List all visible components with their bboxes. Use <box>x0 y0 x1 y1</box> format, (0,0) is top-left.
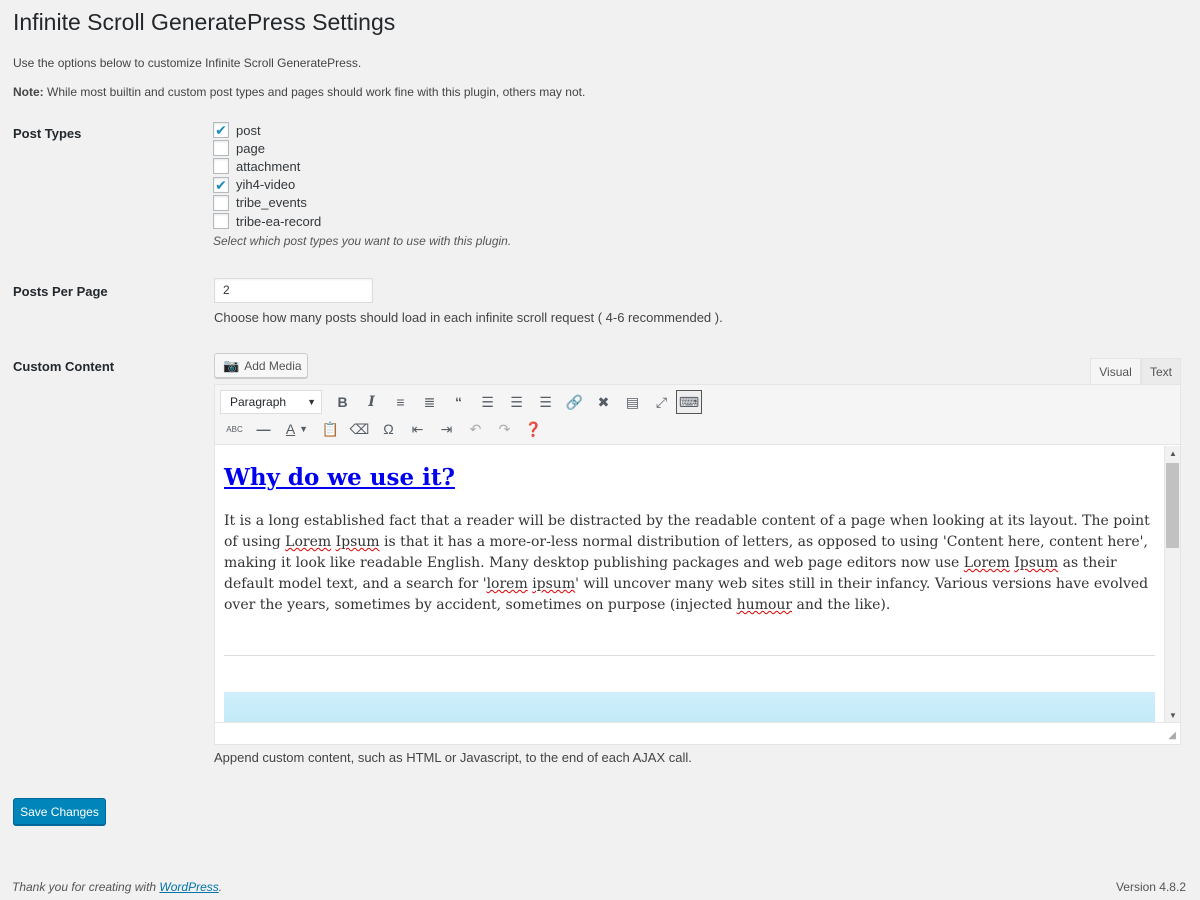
custom-content-description: Append custom content, such as HTML or Javascript, to the end of each AJAX call. <box>214 750 692 765</box>
fullscreen-icon[interactable]: ⤢ <box>655 393 668 410</box>
align-right-icon[interactable]: ☰ <box>539 393 552 410</box>
post-type-label: yih4-video <box>236 177 296 193</box>
format-select-value: Paragraph <box>230 395 287 409</box>
post-type-option[interactable] <box>213 194 321 212</box>
post-type-option[interactable] <box>213 121 321 139</box>
help-icon[interactable]: ❓ <box>524 420 543 437</box>
editor-toolbar <box>215 385 1180 445</box>
post-type-option[interactable] <box>213 212 321 230</box>
media-icon: 📷 <box>223 357 240 373</box>
scroll-up-icon[interactable]: ▲ <box>1169 448 1177 458</box>
intro-text: Use the options below to customize Infinite Scroll GeneratePress. <box>13 56 362 70</box>
post-type-option[interactable] <box>213 176 321 194</box>
content-heading[interactable]: Why do we use it? <box>224 464 455 491</box>
post-type-label: attachment <box>236 158 301 174</box>
post-type-checkbox[interactable] <box>213 213 229 229</box>
unlink-icon[interactable]: ✖ <box>597 393 610 410</box>
resize-handle-icon[interactable]: ◢ <box>1168 730 1176 741</box>
redo-icon[interactable]: ↷ <box>498 420 511 437</box>
note-text <box>13 85 585 99</box>
post-types-description: Select which post types you want to use with this plugin. <box>213 234 512 248</box>
indent-icon[interactable]: ⇥ <box>440 420 453 437</box>
toolbar-row-1 <box>220 389 702 415</box>
post-type-checkbox[interactable] <box>213 158 229 174</box>
tab-text[interactable]: Text <box>1141 358 1181 385</box>
align-center-icon[interactable]: ☰ <box>510 393 523 410</box>
misspelled-word: Lorem <box>285 534 332 550</box>
footer-version: Version 4.8.2 <box>1115 880 1186 894</box>
read-more-icon[interactable]: ▤ <box>625 393 640 410</box>
text-color-icon[interactable]: A ▼ <box>285 421 309 437</box>
undo-icon[interactable]: ↶ <box>469 420 482 437</box>
bullet-list-icon[interactable]: ≡ <box>396 394 405 410</box>
scroll-down-icon[interactable]: ▼ <box>1169 710 1177 720</box>
content-editor <box>214 384 1181 745</box>
misspelled-word: lorem <box>486 576 528 592</box>
posts-per-page-label: Posts Per Page <box>13 284 108 299</box>
save-changes-button[interactable]: Save Changes <box>13 798 106 825</box>
post-type-checkbox[interactable]: ✔ <box>213 122 229 138</box>
post-type-option[interactable] <box>213 157 321 175</box>
scrollbar-thumb[interactable] <box>1166 463 1179 548</box>
footer-thanks-suffix: . <box>218 880 223 894</box>
tab-visual[interactable]: Visual <box>1090 358 1141 385</box>
blockquote-icon[interactable]: “ <box>455 394 462 410</box>
post-types-list <box>213 121 321 230</box>
post-type-label: post <box>236 122 261 138</box>
italic-icon[interactable]: I <box>368 394 375 410</box>
editor-scrollbar[interactable] <box>1164 446 1180 722</box>
add-media-label: Add Media <box>244 358 302 373</box>
page-title: Infinite Scroll GeneratePress Settings <box>13 9 396 35</box>
outdent-icon[interactable]: ⇤ <box>411 420 424 437</box>
add-media-button[interactable] <box>214 353 308 378</box>
note-label: Note: <box>13 85 44 99</box>
post-type-option[interactable] <box>213 139 321 157</box>
horizontal-line-icon[interactable]: — <box>256 421 271 437</box>
align-left-icon[interactable]: ☰ <box>481 393 494 410</box>
special-character-icon[interactable]: Ω <box>383 421 394 437</box>
misspelled-word: humour <box>736 597 793 613</box>
post-type-checkbox[interactable] <box>213 195 229 211</box>
post-type-checkbox[interactable] <box>213 140 229 156</box>
paste-text-icon[interactable]: 📋 <box>321 420 340 437</box>
toolbar-toggle-icon[interactable]: ⌨ <box>676 390 702 414</box>
posts-per-page-description: Choose how many posts should load in each infinite scroll request ( 4-6 recommended ). <box>214 310 723 325</box>
numbered-list-icon[interactable]: ≣ <box>423 393 436 410</box>
misspelled-word: ipsum <box>532 576 576 592</box>
content-image[interactable] <box>224 692 1155 722</box>
content-text: is that it has a more-or-less normal distribution of letters, as opposed to using 'Content here, content here', making it look like readable English. Many desktop publishing packages and web page editors now use <box>224 534 1148 571</box>
post-type-label: page <box>236 140 265 156</box>
content-paragraph <box>224 511 1155 616</box>
footer-thanks <box>12 880 222 894</box>
bold-icon[interactable]: B <box>337 394 348 410</box>
content-text: as their default model text, and a search for ' <box>224 555 1117 592</box>
link-icon[interactable]: 🔗 <box>565 393 584 410</box>
format-select[interactable] <box>220 390 322 414</box>
content-divider <box>224 655 1155 656</box>
editor-statusbar <box>215 722 1180 744</box>
wordpress-link[interactable]: WordPress <box>159 880 219 894</box>
post-type-label: tribe-ea-record <box>236 213 322 229</box>
content-text: ' will uncover many web sites still in their infancy. Various versions have evolved over the years, sometimes by accident, sometimes on purpose (injected <box>224 576 1149 613</box>
content-text: and the like). <box>792 597 891 613</box>
footer-thanks-prefix: Thank you for creating with <box>12 880 160 894</box>
post-types-label: Post Types <box>13 126 82 141</box>
content-text: It is a long established fact that a reader will be distracted by the readable content of a page when looking at its layout. The point of using <box>224 513 1150 550</box>
chevron-down-icon: ▼ <box>307 397 316 407</box>
misspelled-word: Ipsum <box>335 534 380 550</box>
post-type-label: tribe_events <box>236 195 307 211</box>
note-body: While most builtin and custom post types and pages should work fine with this plugin, others may not. <box>43 85 586 99</box>
editor-content[interactable] <box>215 446 1164 722</box>
post-type-checkbox[interactable]: ✔ <box>213 177 229 193</box>
posts-per-page-input[interactable]: 2 <box>214 278 373 303</box>
custom-content-label: Custom Content <box>13 359 115 374</box>
toolbar-row-2 <box>220 416 548 442</box>
misspelled-word: Ipsum <box>1014 555 1059 571</box>
strikethrough-icon[interactable]: ABC <box>226 424 243 434</box>
misspelled-word: Lorem <box>963 555 1010 571</box>
clear-formatting-icon[interactable]: ⌫ <box>349 420 370 437</box>
